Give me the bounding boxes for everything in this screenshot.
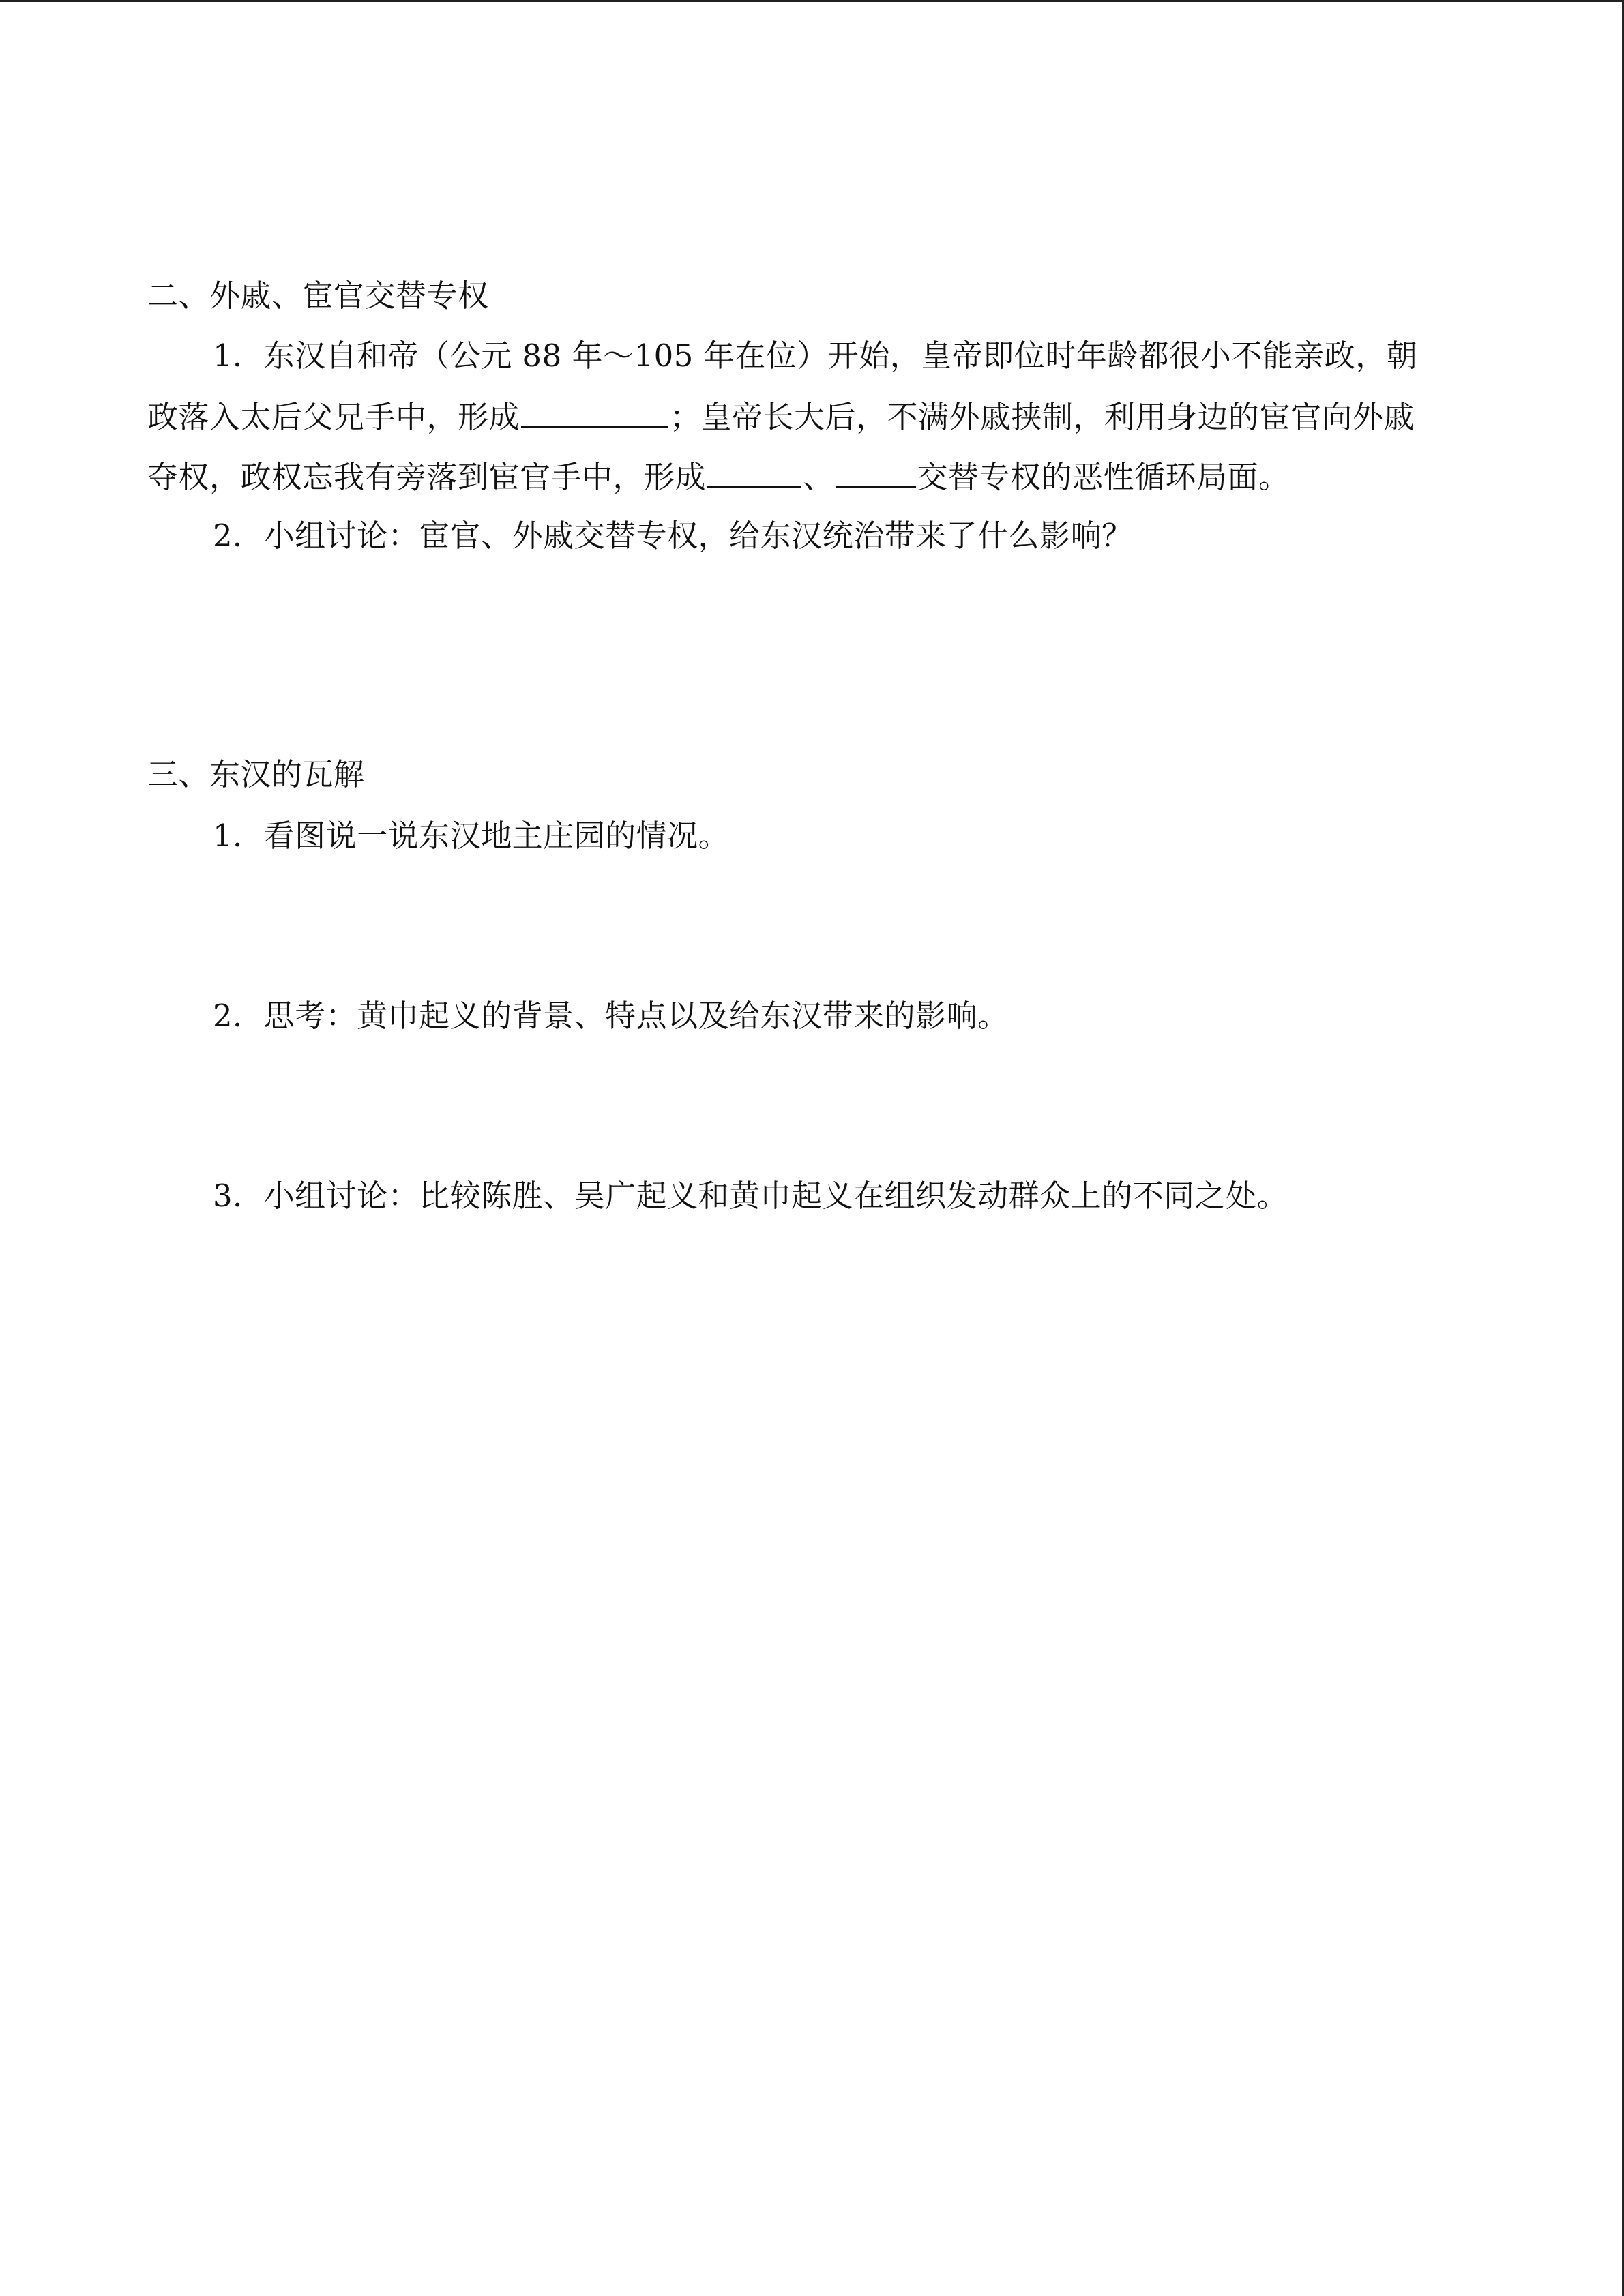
line-3-text-before: 夺权，政权忘我有旁落到宦官手中，形成 [147,459,707,495]
section-3-heading: 三、东汉的瓦解 [147,756,365,792]
top-border [0,0,1624,2]
section-2-item-1-line-3 [147,456,1290,498]
fill-in-blank-1[interactable] [521,396,668,428]
line-2-text-after: ；皇帝长大后，不满外戚挟制，利用身边的宦官向外戚 [670,399,1415,435]
section-2-item-1-line-2 [147,396,1415,438]
line-2-text-before: 政落入太后父兄手中，形成 [147,399,520,435]
section-2-heading: 二、外戚、宦官交替专权 [147,278,489,314]
fill-in-blank-2[interactable] [707,456,801,488]
line-3-separator: 、 [803,459,834,495]
section-2-item-1-line-1: 1．东汉自和帝（公元 88 年～105 年在位）开始，皇帝即位时年龄都很小不能亲政，朝 [213,338,1418,374]
section-3-item-1: 1．看图说一说东汉地主庄园的情况。 [213,818,730,854]
section-3-item-3: 3．小组讨论：比较陈胜、吴广起义和黄巾起义在组织发动群众上的不同之处。 [213,1178,1288,1214]
section-2-item-2: 2．小组讨论：宦官、外戚交替专权，给东汉统治带来了什么影响？ [213,518,1133,554]
section-3-item-2: 2．思考：黄巾起义的背景、特点以及给东汉带来的影响。 [213,998,1009,1034]
line-3-text-after: 交替专权的恶性循环局面。 [917,459,1290,495]
fill-in-blank-3[interactable] [836,456,916,488]
